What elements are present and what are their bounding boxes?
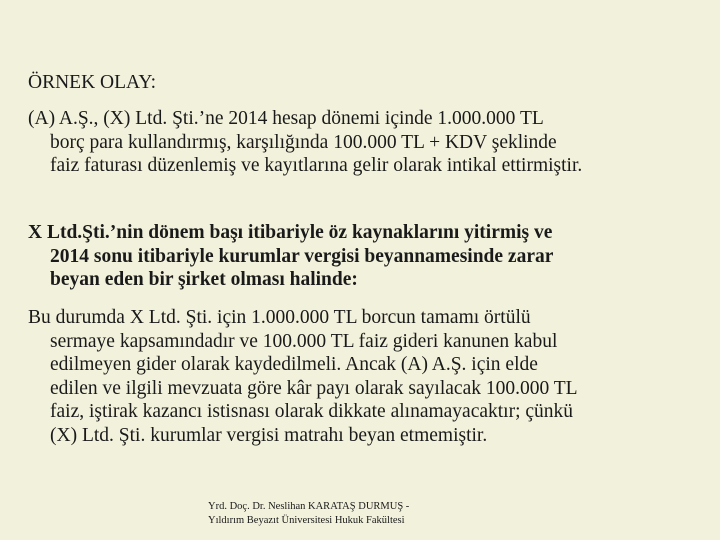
paragraph-3-line-3: edilmeyen gider olarak kaydedilmeli. Ancak (A) A.Ş. için elde (50, 354, 538, 375)
paragraph-2-line-2: 2014 sonu itibariyle kurumlar vergisi beyannamesinde zarar (50, 245, 554, 267)
paragraph-1-line-1: (A) A.Ş., (X) Ltd. Şti.’ne 2014 hesap dönemi içinde 1.000.000 TL (28, 108, 544, 129)
paragraph-1 (28, 107, 708, 178)
paragraph-2 (28, 221, 708, 292)
paragraph-3-line-1: Bu durumda X Ltd. Şti. için 1.000.000 TL borcun tamamı örtülü (28, 307, 531, 328)
paragraph-3 (28, 306, 708, 447)
paragraph-2-line-3: beyan eden bir şirket olması halinde: (50, 269, 358, 290)
paragraph-3-line-6: (X) Ltd. Şti. kurumlar vergisi matrahı beyan etmemiştir. (50, 424, 488, 446)
paragraph-1-line-2: borç para kullandırmış, karşılığında 100.000 TL + KDV şeklinde (50, 131, 557, 153)
footer-line-1: Yrd. Doç. Dr. Neslihan KARATAŞ DURMUŞ - (208, 501, 410, 512)
paragraph-2-line-1: X Ltd.Şti.’nin dönem başı itibariyle öz kaynaklarını yitirmiş ve (28, 222, 553, 243)
footer-credit (208, 500, 409, 528)
paragraph-3-line-4: edilen ve ilgili mevzuata göre kâr payı olarak sayılacak 100.000 TL (50, 377, 578, 399)
slide-heading: ÖRNEK OLAY: (28, 72, 157, 93)
heading-block (28, 71, 708, 95)
paragraph-3-line-2: sermaye kapsamındadır ve 100.000 TL faiz gideri kanunen kabul (50, 330, 558, 352)
paragraph-1-line-3: faiz faturası düzenlemiş ve kayıtlarına gelir olarak intikal ettirmiştir. (50, 155, 583, 176)
paragraph-3-line-5: faiz, iştirak kazancı istisnası olarak dikkate alınamayacaktır; çünkü (50, 401, 574, 422)
footer-line-2: Yıldırım Beyazıt Üniversitesi Hukuk Fakültesi (208, 515, 405, 526)
